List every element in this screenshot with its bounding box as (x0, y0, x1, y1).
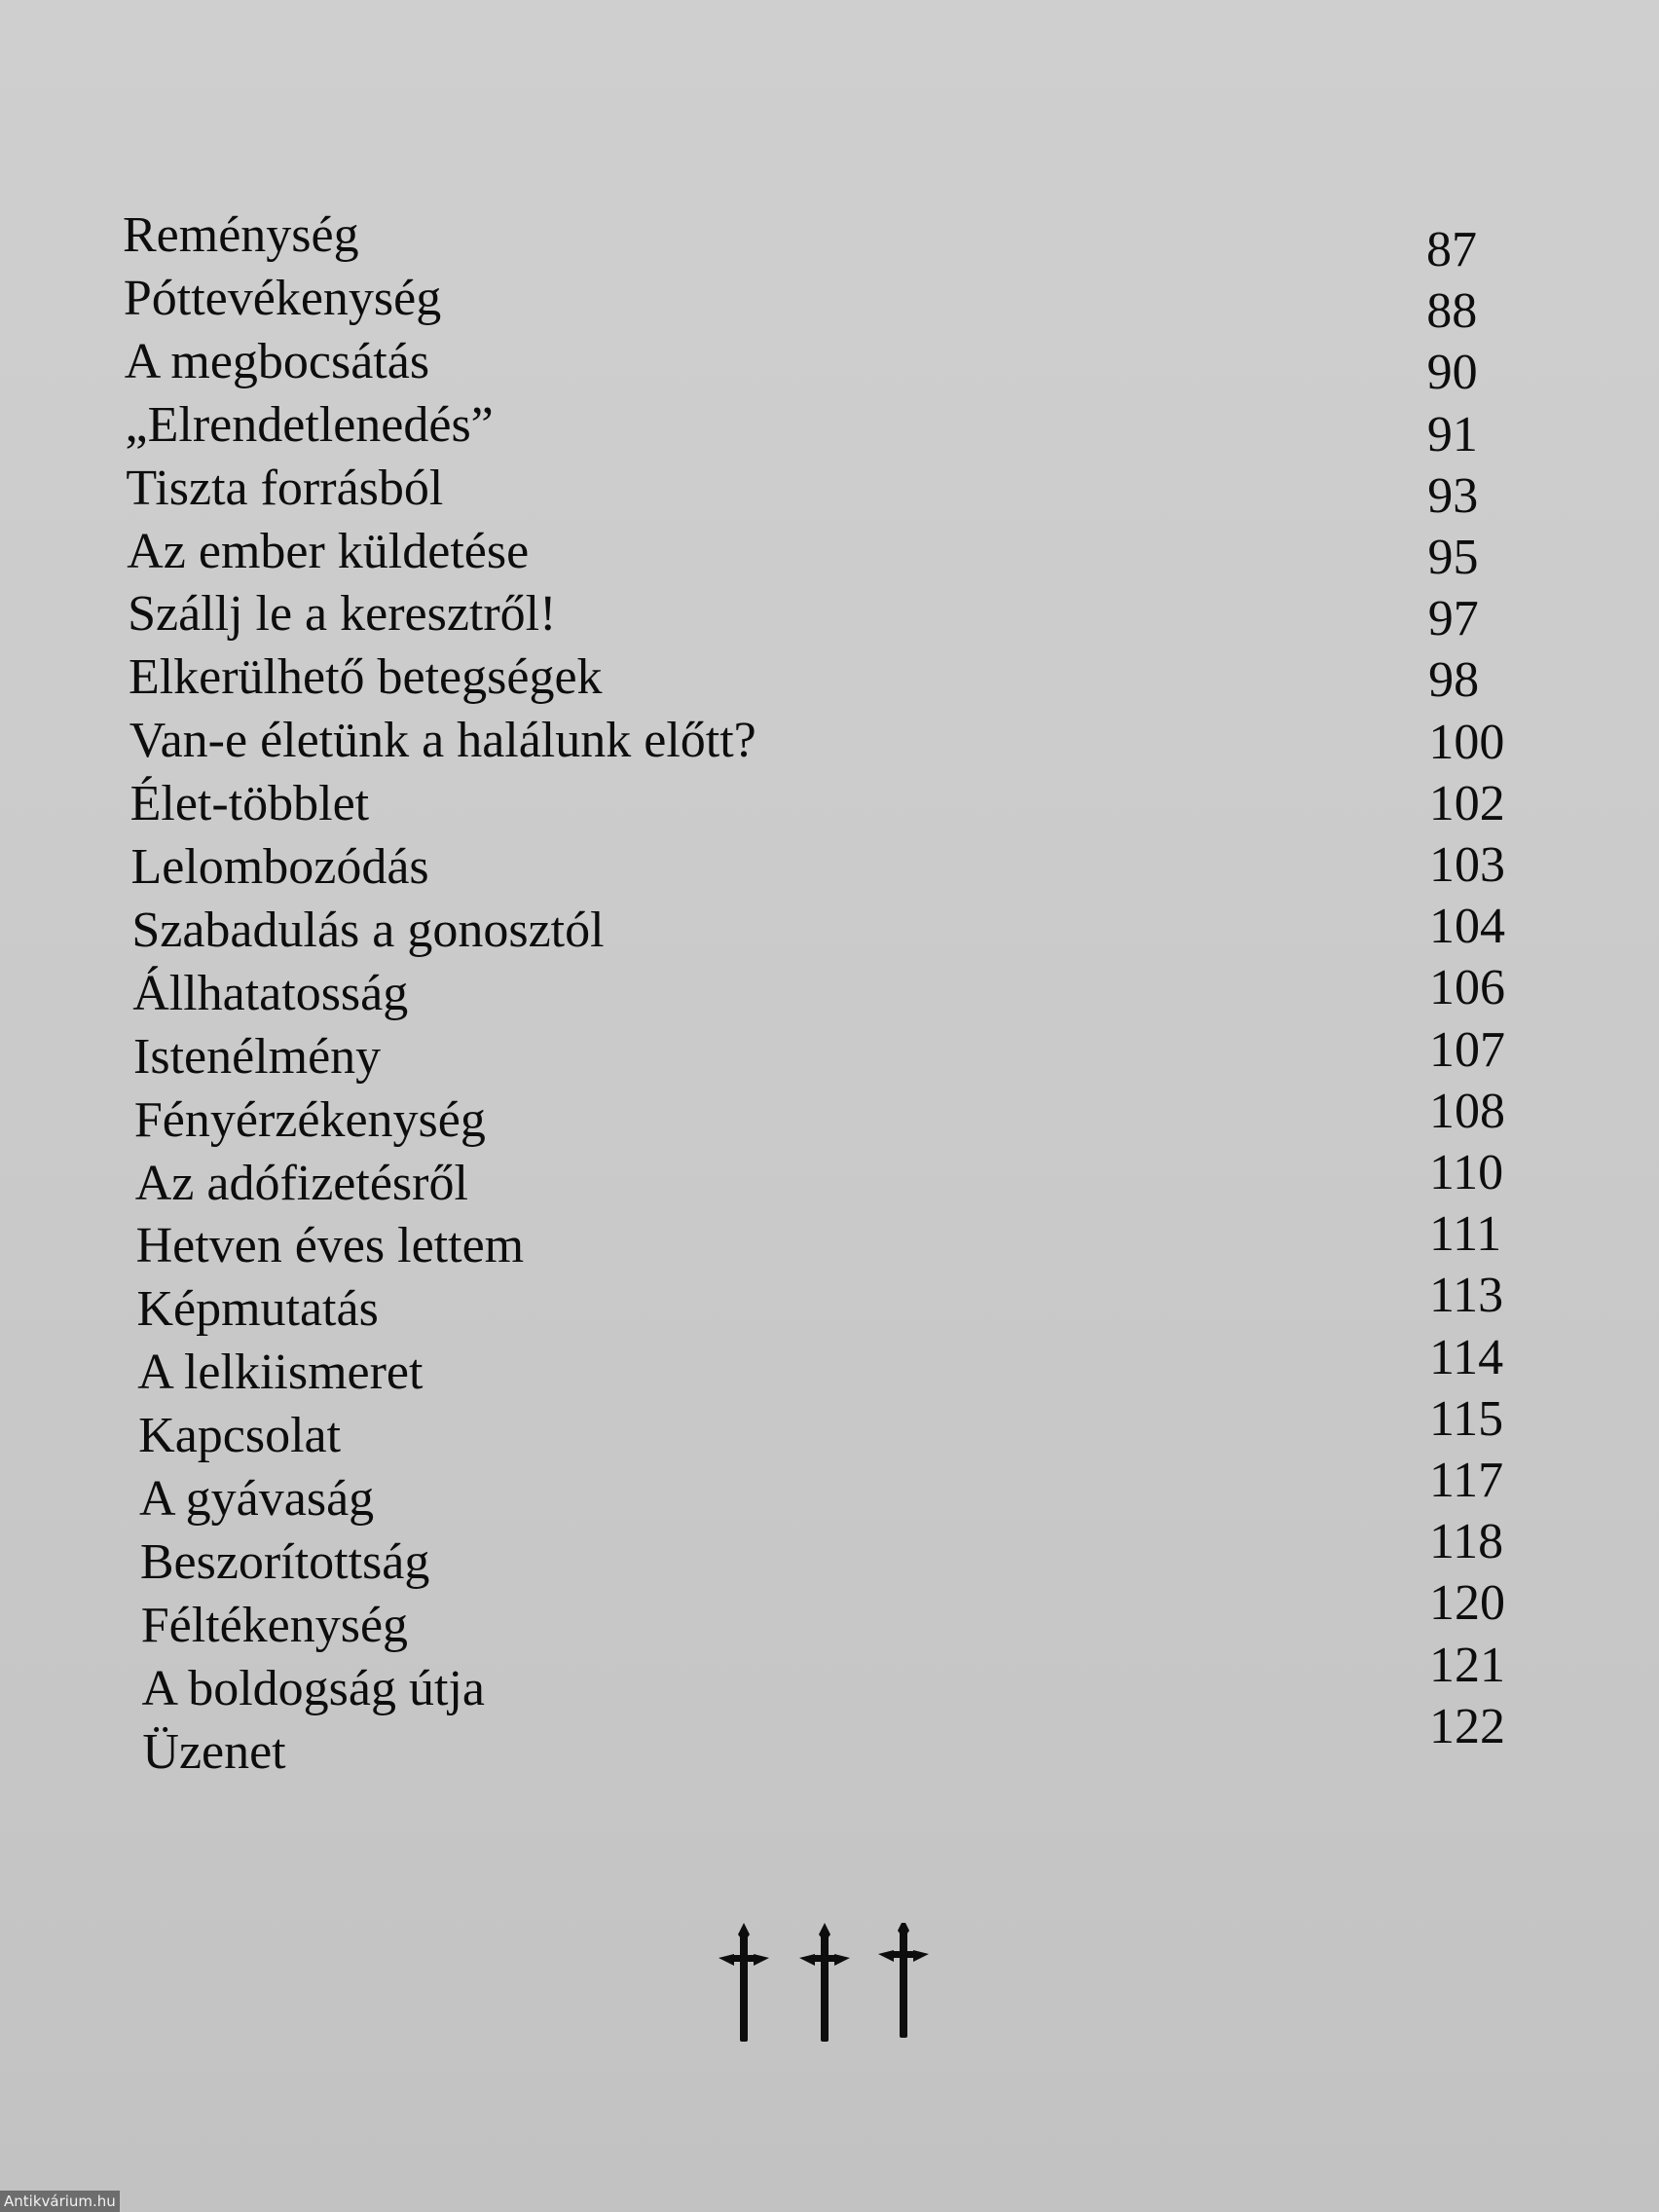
toc-entry-page-number: 103 (1429, 837, 1505, 893)
toc-entry-title: Képmutatás (136, 1281, 379, 1338)
toc-entry-title: Van-e életünk a halálunk előtt? (129, 713, 756, 769)
toc-entry-title: Istenélmény (133, 1028, 382, 1085)
watermark: Antikvárium.hu (0, 2191, 120, 2212)
toc-entry-page-number: 121 (1429, 1637, 1505, 1693)
toc-entry-title: Tiszta forrásból (126, 460, 444, 516)
toc-entry-title: A gyávaság (139, 1471, 375, 1527)
toc-entry-page-number: 104 (1429, 899, 1505, 955)
toc-entry-title: A boldogság útja (141, 1660, 485, 1716)
toc-entry-page-number: 93 (1427, 467, 1479, 524)
toc-entry-page-number: 95 (1427, 530, 1479, 585)
toc-entry-title: Kapcsolat (138, 1408, 342, 1464)
toc-entry-title: Az ember küldetése (127, 523, 530, 579)
toc-entry-title: Üzenet (142, 1723, 286, 1780)
toc-entry-title: Szabadulás a gonosztól (131, 902, 605, 958)
toc-entry-page-number: 91 (1426, 406, 1478, 462)
toc-entry-title: A megbocsátás (124, 333, 430, 389)
toc-entry-page-number: 114 (1429, 1329, 1504, 1385)
toc-entry-page-number: 108 (1429, 1083, 1505, 1139)
toc-entry-title: Fényérzékenység (133, 1091, 486, 1148)
toc-entry-title: Féltékenység (140, 1597, 409, 1653)
toc-entry-page-number: 107 (1429, 1021, 1505, 1078)
toc-entry-title: „Elrendetlenedés” (125, 396, 494, 453)
toc-entry-page-number: 90 (1426, 345, 1478, 401)
toc-entry-page-number: 97 (1427, 591, 1479, 647)
cross-icon (719, 1923, 769, 2042)
toc-entry-page-number: 110 (1429, 1145, 1504, 1200)
toc-entry-title: Lelombozódás (130, 839, 429, 895)
toc-entry-page-number: 98 (1428, 652, 1480, 709)
cross-icon (799, 1923, 850, 2042)
toc-entry-title: Reménység (123, 207, 359, 263)
toc-entry-title: Elkerülhető betegségek (128, 649, 603, 706)
toc-entry-title: Élet-többlet (129, 776, 370, 832)
toc-entry-page-number: 115 (1429, 1390, 1504, 1447)
toc-entry-page-number: 117 (1429, 1453, 1504, 1508)
cross-icon (878, 1923, 929, 2038)
toc-entry-page-number: 120 (1429, 1575, 1505, 1632)
toc-entry-page-number: 87 (1426, 222, 1477, 277)
toc-entry-page-number: 102 (1428, 775, 1505, 831)
toc-entry-title: Hetven éves lettem (135, 1218, 525, 1274)
toc-entry-page-number: 100 (1428, 714, 1505, 770)
toc-entry-page-number: 118 (1429, 1514, 1504, 1570)
toc-entry-page-number: 122 (1429, 1698, 1505, 1754)
toc-entry-title: A lelkiismeret (137, 1345, 424, 1401)
toc-entry-page-number: 88 (1426, 283, 1478, 340)
toc-entry-page-number: 111 (1429, 1206, 1502, 1263)
toc-entry-page-number: 106 (1429, 960, 1505, 1016)
toc-entry-page-number: 113 (1429, 1268, 1504, 1324)
toc-entry-title: Állhatatosság (132, 965, 409, 1021)
toc-entry-title: Póttevékenység (123, 270, 442, 326)
toc-entry-title: Az adófizetésről (134, 1155, 468, 1211)
toc-entry-title: Beszorítottság (139, 1533, 430, 1590)
toc-entry-title: Szállj le a keresztről! (128, 586, 557, 643)
three-crosses-icon (711, 1923, 944, 2049)
